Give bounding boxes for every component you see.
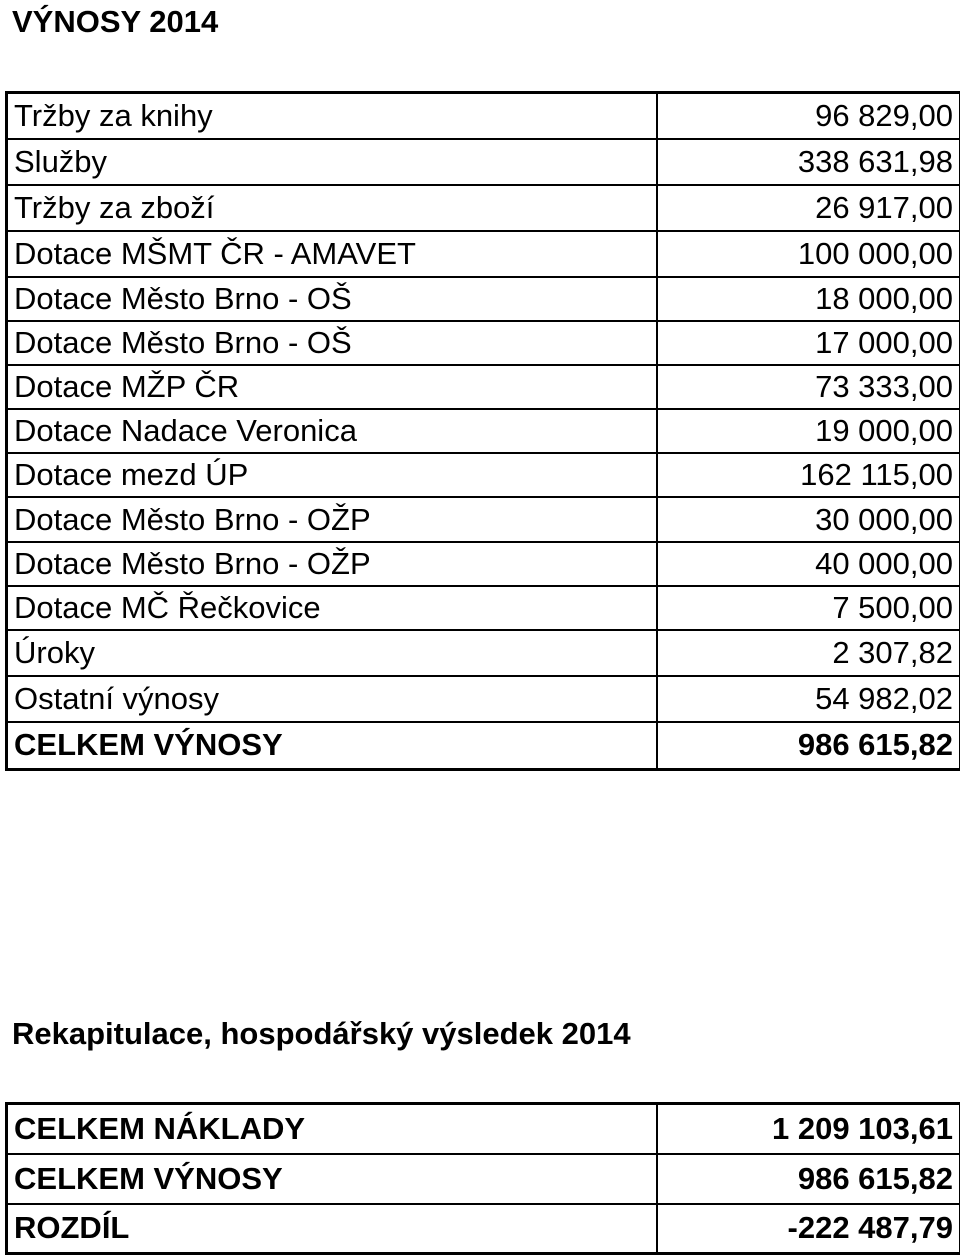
row-label: CELKEM VÝNOSY: [7, 1154, 657, 1204]
table-row: [7, 185, 960, 231]
row-value: 338 631,98: [657, 139, 960, 185]
table-row: [7, 453, 960, 497]
row-value: 986 615,82: [657, 1154, 960, 1204]
total-label: CELKEM VÝNOSY: [7, 722, 657, 769]
table-row: [7, 139, 960, 185]
row-value: 54 982,02: [657, 676, 960, 722]
table-row: [7, 1204, 960, 1254]
row-value: 17 000,00: [657, 321, 960, 365]
row-label: Dotace Město Brno - OŽP: [7, 542, 657, 586]
row-value: 18 000,00: [657, 277, 960, 321]
row-value: 96 829,00: [657, 93, 960, 139]
table-row: [7, 231, 960, 277]
row-label: Dotace Nadace Veronica: [7, 409, 657, 453]
row-label: Dotace MČ Řečkovice: [7, 586, 657, 630]
row-value: 7 500,00: [657, 586, 960, 630]
row-label: Tržby za knihy: [7, 93, 657, 139]
row-label: Služby: [7, 139, 657, 185]
table-row: [7, 409, 960, 453]
row-value: 26 917,00: [657, 185, 960, 231]
row-value: 19 000,00: [657, 409, 960, 453]
row-label: Tržby za zboží: [7, 185, 657, 231]
table-row: [7, 365, 960, 409]
table-row: [7, 497, 960, 541]
row-label: CELKEM NÁKLADY: [7, 1104, 657, 1154]
table-row: [7, 586, 960, 630]
row-value: -222 487,79: [657, 1204, 960, 1254]
row-value: 40 000,00: [657, 542, 960, 586]
total-row: [7, 722, 960, 769]
row-value: 1 209 103,61: [657, 1104, 960, 1154]
recap-title: Rekapitulace, hospodářský výsledek 2014: [12, 1016, 631, 1051]
row-value: 100 000,00: [657, 231, 960, 277]
row-label: Ostatní výnosy: [7, 676, 657, 722]
row-value: 162 115,00: [657, 453, 960, 497]
row-label: Dotace mezd ÚP: [7, 453, 657, 497]
table-row: [7, 321, 960, 365]
total-value: 986 615,82: [657, 722, 960, 769]
table-row: [7, 93, 960, 139]
row-label: Dotace MŽP ČR: [7, 365, 657, 409]
table-row: [7, 630, 960, 676]
revenue-table: [5, 91, 960, 771]
row-value: 30 000,00: [657, 497, 960, 541]
page-title: VÝNOSY 2014: [12, 4, 219, 39]
row-label: Dotace MŠMT ČR - AMAVET: [7, 231, 657, 277]
row-label: Úroky: [7, 630, 657, 676]
row-value: 2 307,82: [657, 630, 960, 676]
row-label: Dotace Město Brno - OŠ: [7, 321, 657, 365]
row-label: Dotace Město Brno - OŽP: [7, 497, 657, 541]
table-row: [7, 1104, 960, 1154]
row-value: 73 333,00: [657, 365, 960, 409]
table-row: [7, 277, 960, 321]
table-row: [7, 542, 960, 586]
table-row: [7, 676, 960, 722]
table-row: [7, 1154, 960, 1204]
recap-table: [5, 1102, 960, 1255]
row-label: Dotace Město Brno - OŠ: [7, 277, 657, 321]
row-label: ROZDÍL: [7, 1204, 657, 1254]
